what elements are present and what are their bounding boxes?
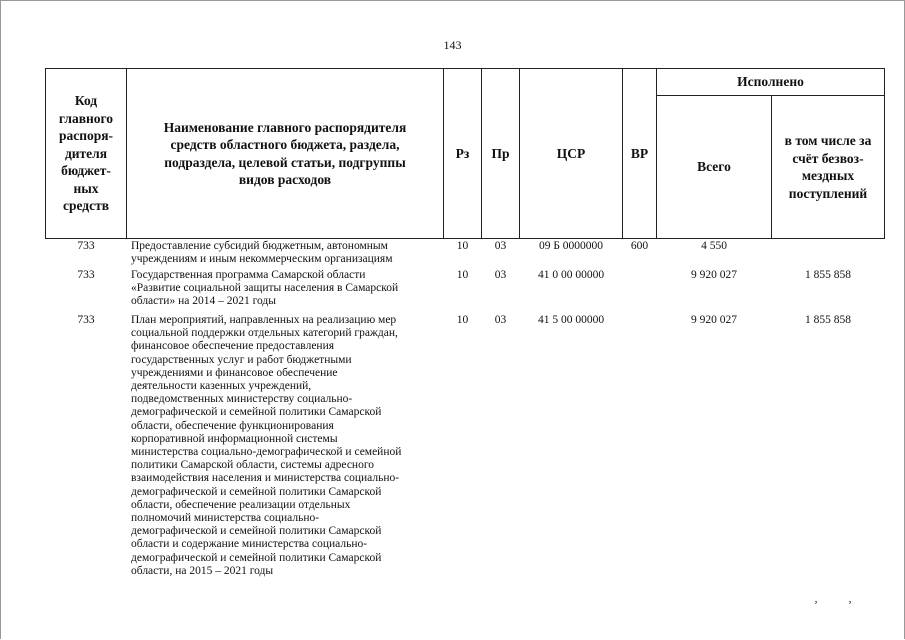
row-vsego: 9 920 027 xyxy=(691,314,737,326)
row-pr: 03 xyxy=(494,240,507,252)
row-kod: 733 xyxy=(77,269,95,281)
scan-mark: ʼ xyxy=(848,598,852,612)
row-vtch: 1 855 858 xyxy=(805,314,851,326)
header-rz: Рз xyxy=(455,145,470,161)
header-name: Наименование главного распорядителя средств областного бюджета, раздела, подраздела, целевой статьи, подгруппы видов расходов xyxy=(163,119,407,187)
row-csr: 41 0 00 00000 xyxy=(537,269,605,281)
row-kod: 733 xyxy=(77,240,95,252)
row-name: Государственная программа Самарской области «Развитие социальной защиты населения в Самарской области» на 2014 – 2021 годы xyxy=(131,269,399,308)
header-vsego: Всего xyxy=(697,159,731,175)
header-vtch: в том числе за счёт безвоз- мездных поступлений xyxy=(784,133,872,201)
page-number: 143 xyxy=(443,38,462,52)
row-pr: 03 xyxy=(494,269,507,281)
header-csr: ЦСР xyxy=(556,145,586,161)
row-vsego: 4 550 xyxy=(701,240,727,252)
row-vr: 600 xyxy=(630,240,649,252)
row-rz: 10 xyxy=(456,314,469,326)
row-name: План мероприятий, направленных на реализацию мер социальной поддержки отдельных категорий граждан, финансовое обеспечение предоставления государственных услуг и работ бюджетными учреждениями и финансовое обеспечение деятельности казенных учреждений, подведомственных министерству социально- демографической и семейной политики Самарской области, обеспечение функционирования корпоративной информационной системы министерства социально-демографической и семейной политики Самарской области, системы адресного взаимодействия населения и министерства социально- демографической и семейной политики Самарской области, обеспечение реализации отдельных полномочий министерства социально- демографической и семейной политики Самарской области и содержание министерства социально- демографической и семейной политики Самарской области, на 2015 – 2021 годы xyxy=(131,314,402,577)
row-pr: 03 xyxy=(494,314,507,326)
col-divider-right xyxy=(884,68,885,239)
scan-mark: ʼ xyxy=(814,598,818,612)
header-vr: ВР xyxy=(630,145,649,161)
row-csr: 41 5 00 00000 xyxy=(537,314,605,326)
header-kod: Код главного распоря- дителя бюджет- ных средств xyxy=(58,93,114,214)
row-kod: 733 xyxy=(77,314,95,326)
row-rz: 10 xyxy=(456,269,469,281)
header-pr: Пр xyxy=(491,145,510,161)
row-name: Предоставление субсидий бюджетным, автономным учреждениям и иным некоммерческим организациям xyxy=(131,240,393,266)
header-ispolneno: Исполнено xyxy=(737,74,804,90)
row-rz: 10 xyxy=(456,240,469,252)
header-bottom-border xyxy=(45,238,885,239)
row-vsego: 9 920 027 xyxy=(691,269,737,281)
row-csr: 09 Б 0000000 xyxy=(538,240,604,252)
row-vtch: 1 855 858 xyxy=(805,269,851,281)
